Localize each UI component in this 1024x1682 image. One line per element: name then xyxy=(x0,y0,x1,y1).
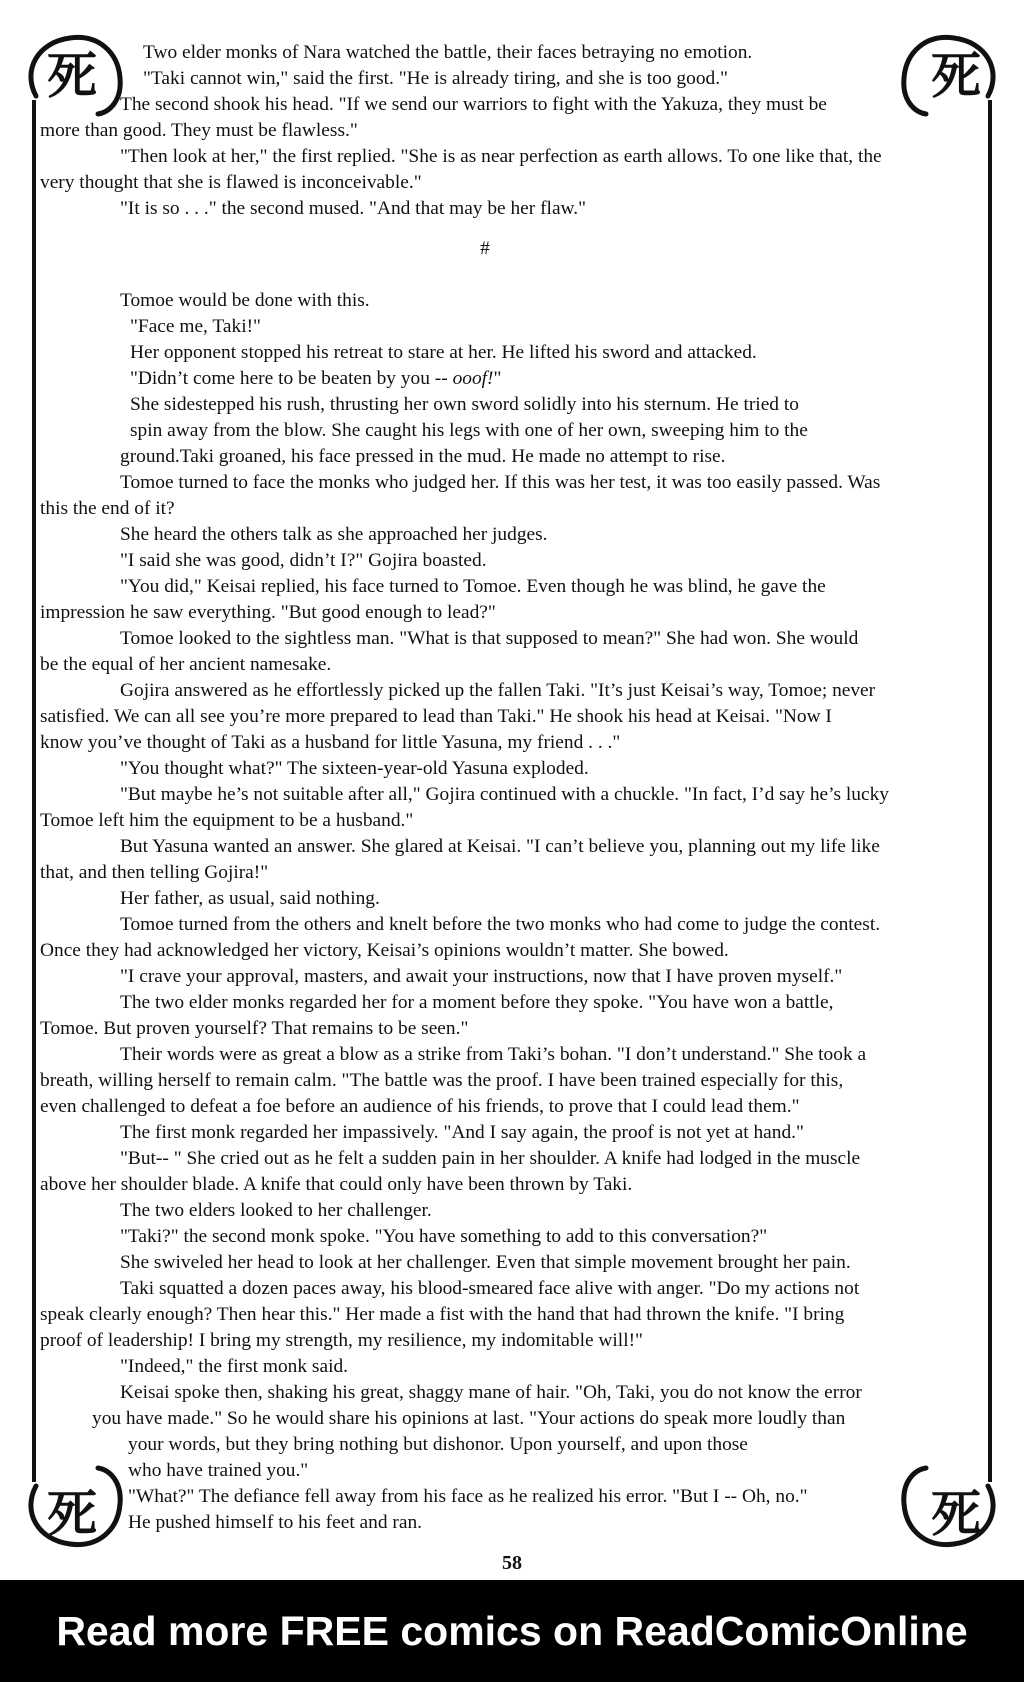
text-line: "Indeed," the first monk said. xyxy=(120,1356,349,1377)
text-line: your words, but they bring nothing but dishonor. Upon yourself, and upon those xyxy=(128,1434,748,1455)
text-line: speak clearly enough? Then hear this." Her made a fist with the hand that had thrown the knife. "I bring xyxy=(40,1304,845,1325)
text-line: that, and then telling Gojira!" xyxy=(40,862,269,883)
text-line: "But-- " She cried out as he felt a sudden pain in her shoulder. A knife had lodged in the muscle xyxy=(120,1148,861,1169)
text-line: Two elder monks of Nara watched the battle, their faces betraying no emotion. xyxy=(143,42,753,63)
text-line: "You thought what?" The sixteen-year-old Yasuna exploded. xyxy=(120,758,589,779)
text-line: Keisai spoke then, shaking his great, shaggy mane of hair. "Oh, Taki, you do not know the error xyxy=(120,1382,862,1403)
text-line: this the end of it? xyxy=(40,498,175,519)
text-line: Tomoe would be done with this. xyxy=(120,290,370,311)
text-line: even challenged to defeat a foe before an audience of his friends, to prove that I could lead them." xyxy=(40,1096,800,1117)
text-line: Tomoe looked to the sightless man. "What is that supposed to mean?" She had won. She would xyxy=(120,628,859,649)
kanji-corner-top-left: 死 xyxy=(47,47,97,105)
text-line: "But maybe he’s not suitable after all," Gojira continued with a chuckle. "In fact, I’d say he’s lucky xyxy=(120,784,889,805)
text-line: She heard the others talk as she approached her judges. xyxy=(120,524,548,545)
text-line: who have trained you." xyxy=(128,1460,309,1481)
text-line: The two elders looked to her challenger. xyxy=(120,1200,432,1221)
text-line-end: " xyxy=(493,368,502,389)
ooof-exclamation: ooof! xyxy=(452,368,494,389)
text-line: ground.Taki groaned, his face pressed in the mud. He made no attempt to rise. xyxy=(120,446,726,467)
text-line: "You did," Keisai replied, his face turned to Tomoe. Even though he was blind, he gave the xyxy=(120,576,826,597)
text-line: "It is so . . ." the second mused. "And that may be her flaw." xyxy=(120,198,587,219)
text-line: more than good. They must be flawless." xyxy=(40,120,358,141)
text-line: Tomoe. But proven yourself? That remains to be seen." xyxy=(40,1018,469,1039)
text-line: proof of leadership! I bring my strength, my resilience, my indomitable will!" xyxy=(40,1330,643,1351)
text-line: The first monk regarded her impassively. "And I say again, the proof is not yet at hand." xyxy=(120,1122,804,1143)
text-line: impression he saw everything. "But good enough to lead?" xyxy=(40,602,496,623)
text-line: breath, willing herself to remain calm. "The battle was the proof. I have been trained especially for this, xyxy=(40,1070,844,1091)
page-number: 58 xyxy=(502,1552,522,1574)
text-line: satisfied. We can all see you’re more prepared to lead than Taki." He shook his head at Keisai. "Now I xyxy=(40,706,832,727)
text-line: above her shoulder blade. A knife that could only have been thrown by Taki. xyxy=(40,1174,633,1195)
text-line: She sidestepped his rush, thrusting her own sword solidly into his sternum. He tried to xyxy=(130,394,799,415)
text-line: Taki squatted a dozen paces away, his blood-smeared face alive with anger. "Do my actions not xyxy=(120,1278,860,1299)
text-line: Her opponent stopped his retreat to stare at her. He lifted his sword and attacked. xyxy=(130,342,757,363)
kanji-corner-top-right: 死 xyxy=(931,47,981,105)
promo-banner[interactable]: Read more FREE comics on ReadComicOnline xyxy=(0,1580,1024,1682)
story-text xyxy=(40,40,990,1536)
text-line: "I said she was good, didn’t I?" Gojira boasted. xyxy=(120,550,487,571)
text-line: He pushed himself to his feet and ran. xyxy=(128,1512,423,1533)
text-line: Tomoe turned from the others and knelt before the two monks who had come to judge the contest. xyxy=(120,914,881,935)
text-line: spin away from the blow. She caught his legs with one of her own, sweeping him to the xyxy=(130,420,808,441)
text-line: "What?" The defiance fell away from his face as he realized his error. "But I -- Oh, no." xyxy=(128,1486,808,1507)
text-line: you have made." So he would share his opinions at last. "Your actions do speak more loudly than xyxy=(92,1408,846,1429)
text-line: "Taki?" the second monk spoke. "You have something to add to this conversation?" xyxy=(120,1226,768,1247)
text-line: "Face me, Taki!" xyxy=(130,316,261,337)
text-line: Tomoe turned to face the monks who judged her. If this was her test, it was too easily passed. Was xyxy=(120,472,881,493)
scene-break: # xyxy=(480,238,490,259)
text-line: Her father, as usual, said nothing. xyxy=(120,888,380,909)
text-line: know you’ve thought of Taki as a husband for little Yasuna, my friend . . ." xyxy=(40,732,621,753)
text-line: But Yasuna wanted an answer. She glared at Keisai. "I can’t believe you, planning out my life like xyxy=(120,836,880,857)
text-line: Gojira answered as he effortlessly picked up the fallen Taki. "It’s just Keisai’s way, Tomoe; never xyxy=(120,680,876,701)
text-line: She swiveled her head to look at her challenger. Even that simple movement brought her pain. xyxy=(120,1252,851,1273)
text-line xyxy=(40,366,990,392)
text-line: "I crave your approval, masters, and await your instructions, now that I have proven myself." xyxy=(120,966,843,987)
text-line: Once they had acknowledged her victory, Keisai’s opinions wouldn’t matter. She bowed. xyxy=(40,940,729,961)
kanji-corner-bottom-left: 死 xyxy=(47,1485,97,1543)
text-line: Tomoe left him the equipment to be a husband." xyxy=(40,810,414,831)
text-line: "Taki cannot win," said the first. "He is already tiring, and she is too good." xyxy=(143,68,728,89)
text-line: very thought that she is flawed is inconceivable." xyxy=(40,172,422,193)
text-line: Their words were as great a blow as a strike from Taki’s bohan. "I don’t understand." She took a xyxy=(120,1044,867,1065)
text-line: be the equal of her ancient namesake. xyxy=(40,654,332,675)
text-line: The second shook his head. "If we send our warriors to fight with the Yakuza, they must be xyxy=(120,94,827,115)
text-line: The two elder monks regarded her for a moment before they spoke. "You have won a battle, xyxy=(120,992,834,1013)
text-line-start: "Didn’t come here to be beaten by you -- xyxy=(130,368,453,389)
kanji-corner-bottom-right: 死 xyxy=(931,1485,981,1543)
text-line: "Then look at her," the first replied. "She is as near perfection as earth allows. To one like that, the xyxy=(120,146,882,167)
